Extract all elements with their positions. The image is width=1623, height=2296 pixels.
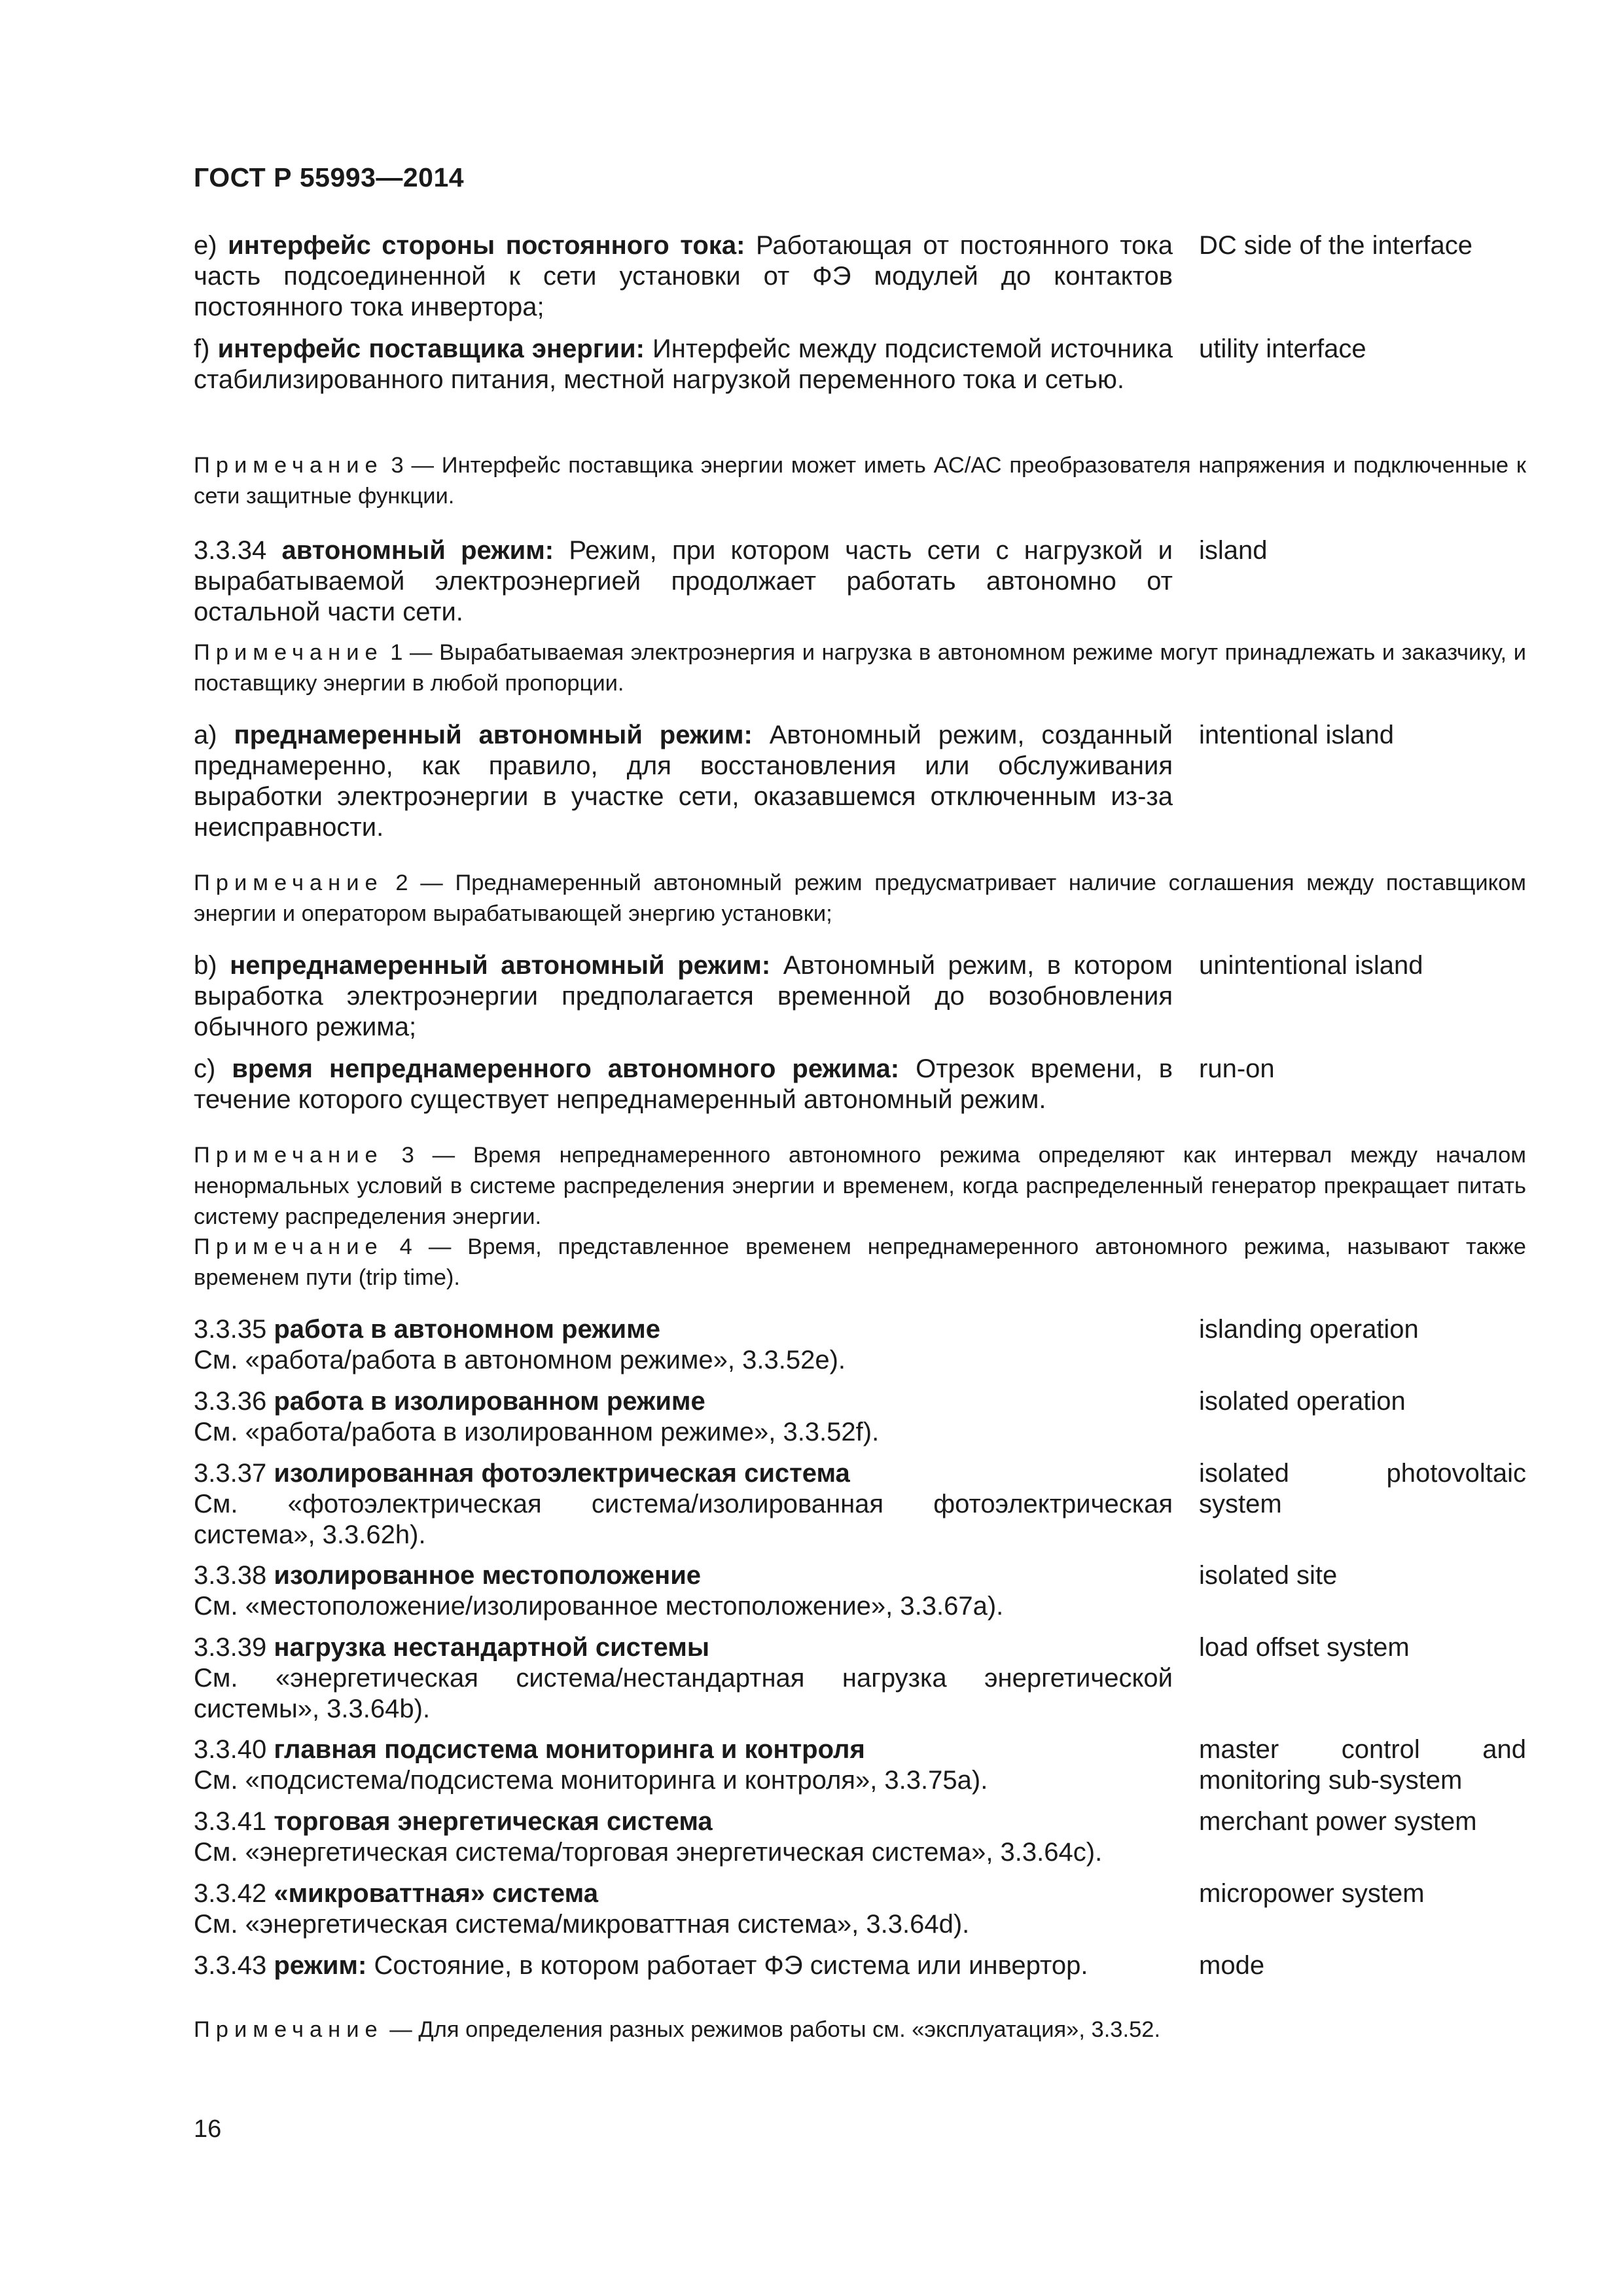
english-term: master control and monitoring sub-system [1199, 1735, 1526, 1795]
note: Примечание 2 — Преднамеренный автономный режим предусматривает наличие соглашения между поставщиком энергии и оператором вырабатывающей энергию установки; [194, 870, 1526, 926]
document-header: ГОСТ Р 55993—2014 [194, 162, 465, 192]
term: преднамеренный автономный режим: [234, 721, 753, 749]
english-term: island [1199, 536, 1268, 565]
page-number: 16 [194, 2115, 222, 2143]
english-term: islanding operation [1199, 1315, 1419, 1344]
definition-text: f) интерфейс поставщика энергии: Интерфейс между подсистемой источника стабилизированного питания, местной нагрузкой переменного тока и сетью. [194, 334, 1173, 394]
term: изолированное местоположение [274, 1561, 702, 1590]
term: интерфейс стороны постоянного тока: [228, 231, 745, 260]
english-term: unintentional island [1199, 951, 1423, 980]
term: работа в изолированном режиме [274, 1387, 705, 1416]
term: торговая энергетическая система [274, 1807, 713, 1836]
definition-text: 3.3.38 изолированное местоположение См. «местоположение/изолированное местоположение», 3.3.67а). [194, 1561, 1004, 1621]
definition-text: 3.3.43 режим: Состояние, в котором работает ФЭ система или инвертор. [194, 1951, 1088, 1980]
note: Примечание 3 — Время непреднамеренного автономного режима определяют как интервал между началом ненормальных условий в системе распределения энергии и временем, когда распределенный генератор прекращает питать систему распределения энергии. [194, 1143, 1526, 1229]
definition-text: c) время непреднамеренного автономного режима: Отрезок времени, в течение которого существует непреднамеренный автономный режим. [194, 1054, 1173, 1114]
term: непреднамеренный автономный режим: [230, 951, 771, 980]
term: нагрузка нестандартной системы [274, 1633, 709, 1662]
term: режим: [274, 1951, 367, 1980]
english-term: micropower system [1199, 1879, 1425, 1908]
term: «микроваттная» система [274, 1879, 598, 1908]
english-term: load offset system [1199, 1633, 1410, 1662]
english-term: isolated operation [1199, 1387, 1406, 1416]
english-term: isolated site [1199, 1561, 1338, 1590]
definition-text: 3.3.42 «микроваттная» система См. «энергетическая система/микроваттная система», 3.3.64d). [194, 1879, 970, 1939]
english-term: isolated photovoltaic system [1199, 1459, 1526, 1518]
english-term: mode [1199, 1951, 1265, 1980]
english-term: run-on [1199, 1054, 1275, 1083]
definition-text: e) интерфейс стороны постоянного тока: Работающая от постоянного тока часть подсоединенной к сети установки от ФЭ модулей до контактов постоянного тока инвертора; [194, 231, 1173, 321]
definition-text: 3.3.40 главная подсистема мониторинга и контроля См. «подсистема/подсистема мониторинга и контроля», 3.3.75а). [194, 1735, 988, 1795]
term: изолированная фотоэлектрическая система [274, 1459, 850, 1488]
definition-text: 3.3.39 нагрузка нестандартной системы См. «энергетическая система/нестандартная нагрузка энергетической системы», 3.3.64b). [194, 1633, 1173, 1723]
definition-text: 3.3.41 торговая энергетическая система См. «энергетическая система/торговая энергетическая система», 3.3.64с). [194, 1807, 1103, 1867]
note: Примечание 4 — Время, представленное временем непреднамеренного автономного режима, называют также временем пути (trip time). [194, 1234, 1526, 1290]
definition-text: 3.3.34 автономный режим: Режим, при котором часть сети с нагрузкой и вырабатываемой электроэнергией продолжает работать автономно от остальной части сети. [194, 536, 1173, 626]
definition-text: b) непреднамеренный автономный режим: Автономный режим, в котором выработка электроэнергии предполагается временной до возобновления обычного режима; [194, 951, 1173, 1041]
definition-text: 3.3.37 изолированная фотоэлектрическая система См. «фотоэлектрическая система/изолированная фотоэлектрическая система», 3.3.62h). [194, 1459, 1173, 1549]
term: время непреднамеренного автономного режима: [232, 1054, 900, 1083]
definition-text: 3.3.35 работа в автономном режиме См. «работа/работа в автономном режиме», 3.3.52е). [194, 1315, 846, 1374]
note: Примечание 3 — Интерфейс поставщика энергии может иметь АС/АС преобразователя напряжения и подключенные к сети защитные функции. [194, 453, 1526, 509]
english-term: merchant power system [1199, 1807, 1477, 1836]
definition-text: а) преднамеренный автономный режим: Автономный режим, созданный преднамеренно, как правило, для восстановления или обслуживания выработки электроэнергии в участке сети, оказавшемся отключенным из-за неисправности. [194, 721, 1173, 842]
term: интерфейс поставщика энергии: [217, 334, 645, 363]
english-term: utility interface [1199, 334, 1366, 363]
term: автономный режим: [281, 536, 554, 565]
term: работа в автономном режиме [274, 1315, 660, 1344]
english-term: DC side of the interface [1199, 231, 1472, 260]
note: Примечание 1 — Вырабатываемая электроэнергия и нагрузка в автономном режиме могут принадлежать и заказчику, и поставщику энергии в любой пропорции. [194, 640, 1526, 696]
definition-text: 3.3.36 работа в изолированном режиме См. «работа/работа в изолированном режиме», 3.3.52f). [194, 1387, 880, 1446]
english-term: intentional island [1199, 721, 1394, 749]
note: Примечание — Для определения разных режимов работы см. «эксплуатация», 3.3.52. [194, 2017, 1161, 2042]
term: главная подсистема мониторинга и контроля [274, 1735, 865, 1764]
